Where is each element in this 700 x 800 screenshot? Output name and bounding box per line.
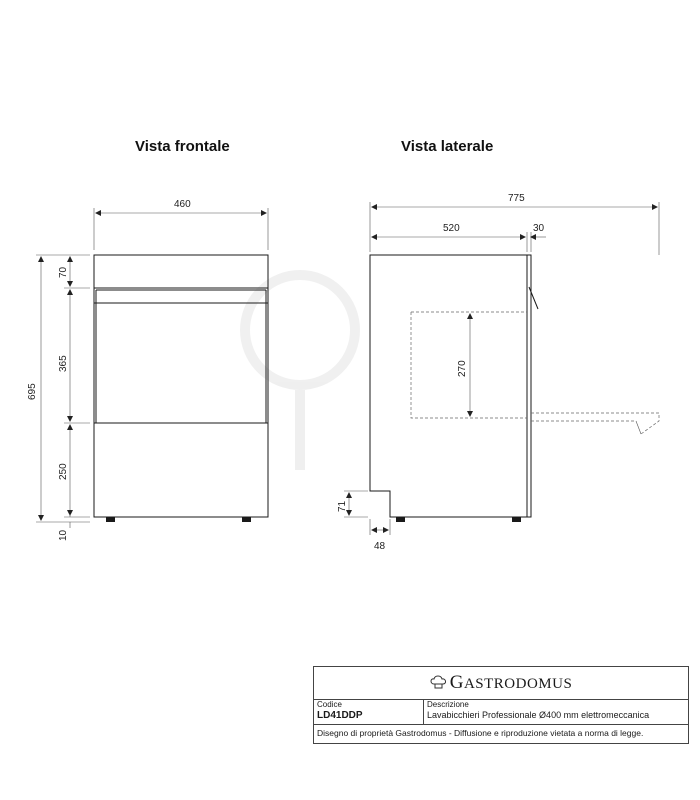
brand-name: GASTRODOMUS [449,672,573,693]
front-view-title: Vista frontale [135,138,230,155]
title-block [313,666,689,744]
chef-hat-icon [430,675,448,691]
description-label: Descrizione [427,700,469,709]
rack-outline [411,312,527,418]
ownership-notice: Disegno di proprietà Gastrodomus - Diffusione e riproduzione vietata a norma di legge. [317,728,644,738]
front-body [94,255,268,517]
code-label: Codice [317,700,342,709]
dim-body-depth: 520 [443,223,460,234]
code-cell [314,699,424,724]
dim-door: 365 [58,355,69,372]
dim-recess-height: 71 [337,500,348,512]
dim-feet: 10 [58,529,69,541]
brand-header [314,667,688,700]
code-description-row [314,699,688,725]
dim-recess-depth: 48 [374,541,386,552]
side-view [337,193,659,552]
dim-top-panel: 70 [58,266,69,278]
dim-total-height: 695 [27,383,38,400]
side-door-panel [527,255,531,517]
dim-rack-height: 270 [457,360,468,377]
dim-front-width: 460 [174,199,191,210]
dim-lower-panel: 250 [58,463,69,480]
side-view-title: Vista laterale [401,138,494,155]
side-foot-left [396,517,405,522]
door-frame [96,290,266,423]
dim-total-depth: 775 [508,193,525,204]
description-value: Lavabicchieri Professionale Ø400 mm elettromeccanica [427,710,650,720]
front-view [27,199,268,541]
door-handle [529,287,538,309]
front-foot-right [242,517,251,522]
front-foot-left [106,517,115,522]
description-cell [424,699,688,724]
front-door [94,288,268,423]
watermark-logo [245,275,355,470]
dim-door-depth: 30 [533,223,545,234]
side-foot-right [512,517,521,522]
code-value: LD41DDP [317,710,363,721]
side-body [370,255,527,517]
